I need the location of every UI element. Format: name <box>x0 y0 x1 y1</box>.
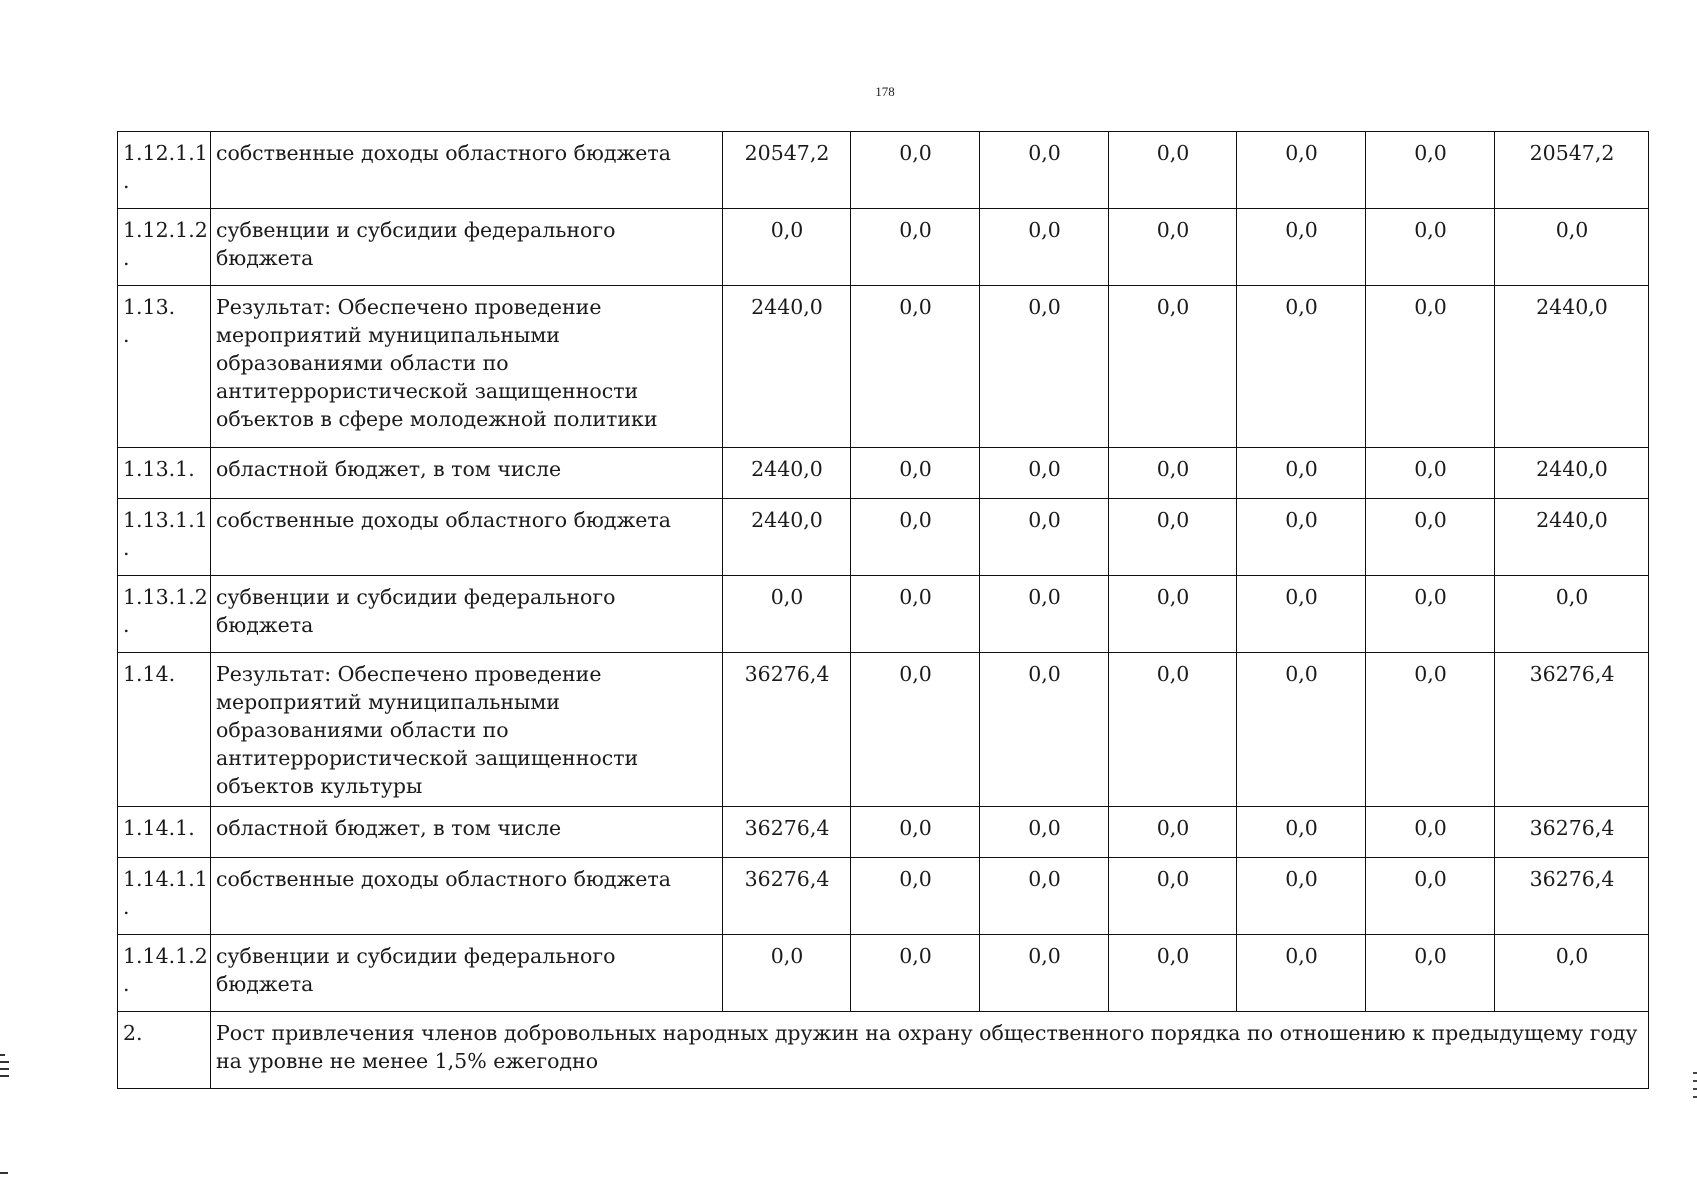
row-description: Результат: Обеспечено проведение мероприятий муниципальными образованиями области по антитеррористической защищенности объектов культуры <box>211 653 723 807</box>
row-code-cell <box>118 132 211 209</box>
row-description: собственные доходы областного бюджета <box>211 499 723 576</box>
page-number: 178 <box>875 84 895 99</box>
row-code: 1.13.1.2 <box>123 585 208 609</box>
row-code-dot: . <box>123 536 130 560</box>
value-cell: 0,0 <box>1109 858 1237 935</box>
value-cell: 0,0 <box>1366 286 1495 448</box>
value-cell: 0,0 <box>851 132 980 209</box>
row-description: субвенции и субсидии федерального бюджета <box>211 209 723 286</box>
value-cell: 0,0 <box>1366 209 1495 286</box>
value-cell: 0,0 <box>1109 448 1237 499</box>
value-cell: 0,0 <box>980 499 1109 576</box>
value-cell: 0,0 <box>980 576 1109 653</box>
scan-edge-marks-left <box>0 1054 10 1082</box>
value-cell: 0,0 <box>851 858 980 935</box>
value-cell: 0,0 <box>851 448 980 499</box>
value-cell: 0,0 <box>1109 286 1237 448</box>
value-cell: 0,0 <box>1366 653 1495 807</box>
value-cell: 0,0 <box>1237 132 1366 209</box>
row-code: 1.14.1.1 <box>123 867 208 891</box>
table-row <box>118 653 1649 807</box>
row-code-cell <box>118 499 211 576</box>
value-cell: 0,0 <box>1237 448 1366 499</box>
value-cell: 0,0 <box>851 209 980 286</box>
value-cell: 0,0 <box>1366 935 1495 1012</box>
value-cell: 36276,4 <box>723 653 851 807</box>
row-code-dot: . <box>123 323 130 347</box>
row-description: областной бюджет, в том числе <box>211 807 723 858</box>
value-cell: 20547,2 <box>723 132 851 209</box>
value-cell: 0,0 <box>1237 576 1366 653</box>
table-row <box>118 858 1649 935</box>
value-cell: 0,0 <box>723 935 851 1012</box>
value-cell: 0,0 <box>1237 653 1366 807</box>
value-cell: 0,0 <box>723 576 851 653</box>
table-row <box>118 807 1649 858</box>
row-code: 1.13.1. <box>123 457 195 481</box>
row-code-cell <box>118 209 211 286</box>
table-row <box>118 499 1649 576</box>
value-cell: 0,0 <box>980 448 1109 499</box>
row-code: 1.12.1.1 <box>123 141 208 165</box>
value-cell: 0,0 <box>1237 935 1366 1012</box>
value-cell: 2440,0 <box>723 448 851 499</box>
row-description: областной бюджет, в том числе <box>211 448 723 499</box>
value-cell: 36276,4 <box>1495 653 1649 807</box>
row-code-cell <box>118 935 211 1012</box>
value-cell: 0,0 <box>980 286 1109 448</box>
value-cell: 2440,0 <box>723 499 851 576</box>
section-description: Рост привлечения членов добровольных народных дружин на охрану общественного порядка по отношению к предыдущему году на уровне не менее 1,5% ежегодно <box>211 1012 1649 1089</box>
value-cell: 0,0 <box>1366 448 1495 499</box>
value-cell: 20547,2 <box>1495 132 1649 209</box>
value-cell: 0,0 <box>1366 807 1495 858</box>
row-description: субвенции и субсидии федерального бюджета <box>211 935 723 1012</box>
row-code-dot: . <box>123 169 130 193</box>
value-cell: 36276,4 <box>1495 807 1649 858</box>
row-code-cell <box>118 858 211 935</box>
table-row <box>118 576 1649 653</box>
table-row <box>118 132 1649 209</box>
value-cell: 0,0 <box>851 576 980 653</box>
value-cell: 36276,4 <box>1495 858 1649 935</box>
value-cell: 0,0 <box>1109 132 1237 209</box>
row-code-dot: . <box>123 972 130 996</box>
row-code-cell <box>118 653 211 807</box>
row-description: субвенции и субсидии федерального бюджета <box>211 576 723 653</box>
row-description: собственные доходы областного бюджета <box>211 132 723 209</box>
value-cell: 0,0 <box>851 286 980 448</box>
table-row <box>118 286 1649 448</box>
row-code-cell <box>118 576 211 653</box>
table-row <box>118 935 1649 1012</box>
table-row <box>118 209 1649 286</box>
value-cell: 0,0 <box>1109 807 1237 858</box>
value-cell: 0,0 <box>1366 499 1495 576</box>
value-cell: 0,0 <box>851 807 980 858</box>
value-cell: 0,0 <box>851 935 980 1012</box>
value-cell: 0,0 <box>1366 132 1495 209</box>
row-code-cell <box>118 807 211 858</box>
row-code: 1.14.1.2 <box>123 944 208 968</box>
row-code: 1.14. <box>123 662 176 686</box>
value-cell: 0,0 <box>980 935 1109 1012</box>
value-cell: 0,0 <box>1109 935 1237 1012</box>
row-description: собственные доходы областного бюджета <box>211 858 723 935</box>
value-cell: 0,0 <box>980 807 1109 858</box>
row-code-dot: . <box>123 895 130 919</box>
scan-edge-marks-right <box>1693 1072 1697 1104</box>
value-cell: 2440,0 <box>1495 499 1649 576</box>
table-body <box>118 132 1649 1089</box>
value-cell: 0,0 <box>723 209 851 286</box>
value-cell: 36276,4 <box>723 858 851 935</box>
value-cell: 0,0 <box>1495 935 1649 1012</box>
value-cell: 0,0 <box>1109 653 1237 807</box>
value-cell: 0,0 <box>1366 858 1495 935</box>
section-code: 2. <box>118 1012 211 1089</box>
value-cell: 0,0 <box>1366 576 1495 653</box>
value-cell: 0,0 <box>980 132 1109 209</box>
value-cell: 0,0 <box>980 209 1109 286</box>
value-cell: 0,0 <box>1237 286 1366 448</box>
value-cell: 2440,0 <box>723 286 851 448</box>
value-cell: 2440,0 <box>1495 448 1649 499</box>
row-code-dot: . <box>123 613 130 637</box>
value-cell: 0,0 <box>851 653 980 807</box>
scan-edge-tick-left <box>0 1172 8 1174</box>
row-code-cell <box>118 286 211 448</box>
value-cell: 0,0 <box>1237 807 1366 858</box>
value-cell: 0,0 <box>1237 858 1366 935</box>
row-description: Результат: Обеспечено проведение мероприятий муниципальными образованиями области по антитеррористической защищенности объектов в сфере молодежной политики <box>211 286 723 448</box>
table-row <box>118 448 1649 499</box>
value-cell: 0,0 <box>1495 576 1649 653</box>
row-code: 1.12.1.2 <box>123 218 208 242</box>
row-code: 1.13. <box>123 295 176 319</box>
value-cell: 2440,0 <box>1495 286 1649 448</box>
value-cell: 0,0 <box>1237 209 1366 286</box>
row-code: 1.14.1. <box>123 816 195 840</box>
value-cell: 0,0 <box>1237 499 1366 576</box>
value-cell: 0,0 <box>1109 576 1237 653</box>
section-row <box>118 1012 1649 1089</box>
row-code: 1.13.1.1 <box>123 508 208 532</box>
budget-table <box>117 131 1649 1089</box>
value-cell: 0,0 <box>851 499 980 576</box>
value-cell: 0,0 <box>1495 209 1649 286</box>
row-code-dot: . <box>123 246 130 270</box>
value-cell: 36276,4 <box>723 807 851 858</box>
value-cell: 0,0 <box>980 858 1109 935</box>
value-cell: 0,0 <box>1109 499 1237 576</box>
row-code-cell <box>118 448 211 499</box>
value-cell: 0,0 <box>1109 209 1237 286</box>
value-cell: 0,0 <box>980 653 1109 807</box>
